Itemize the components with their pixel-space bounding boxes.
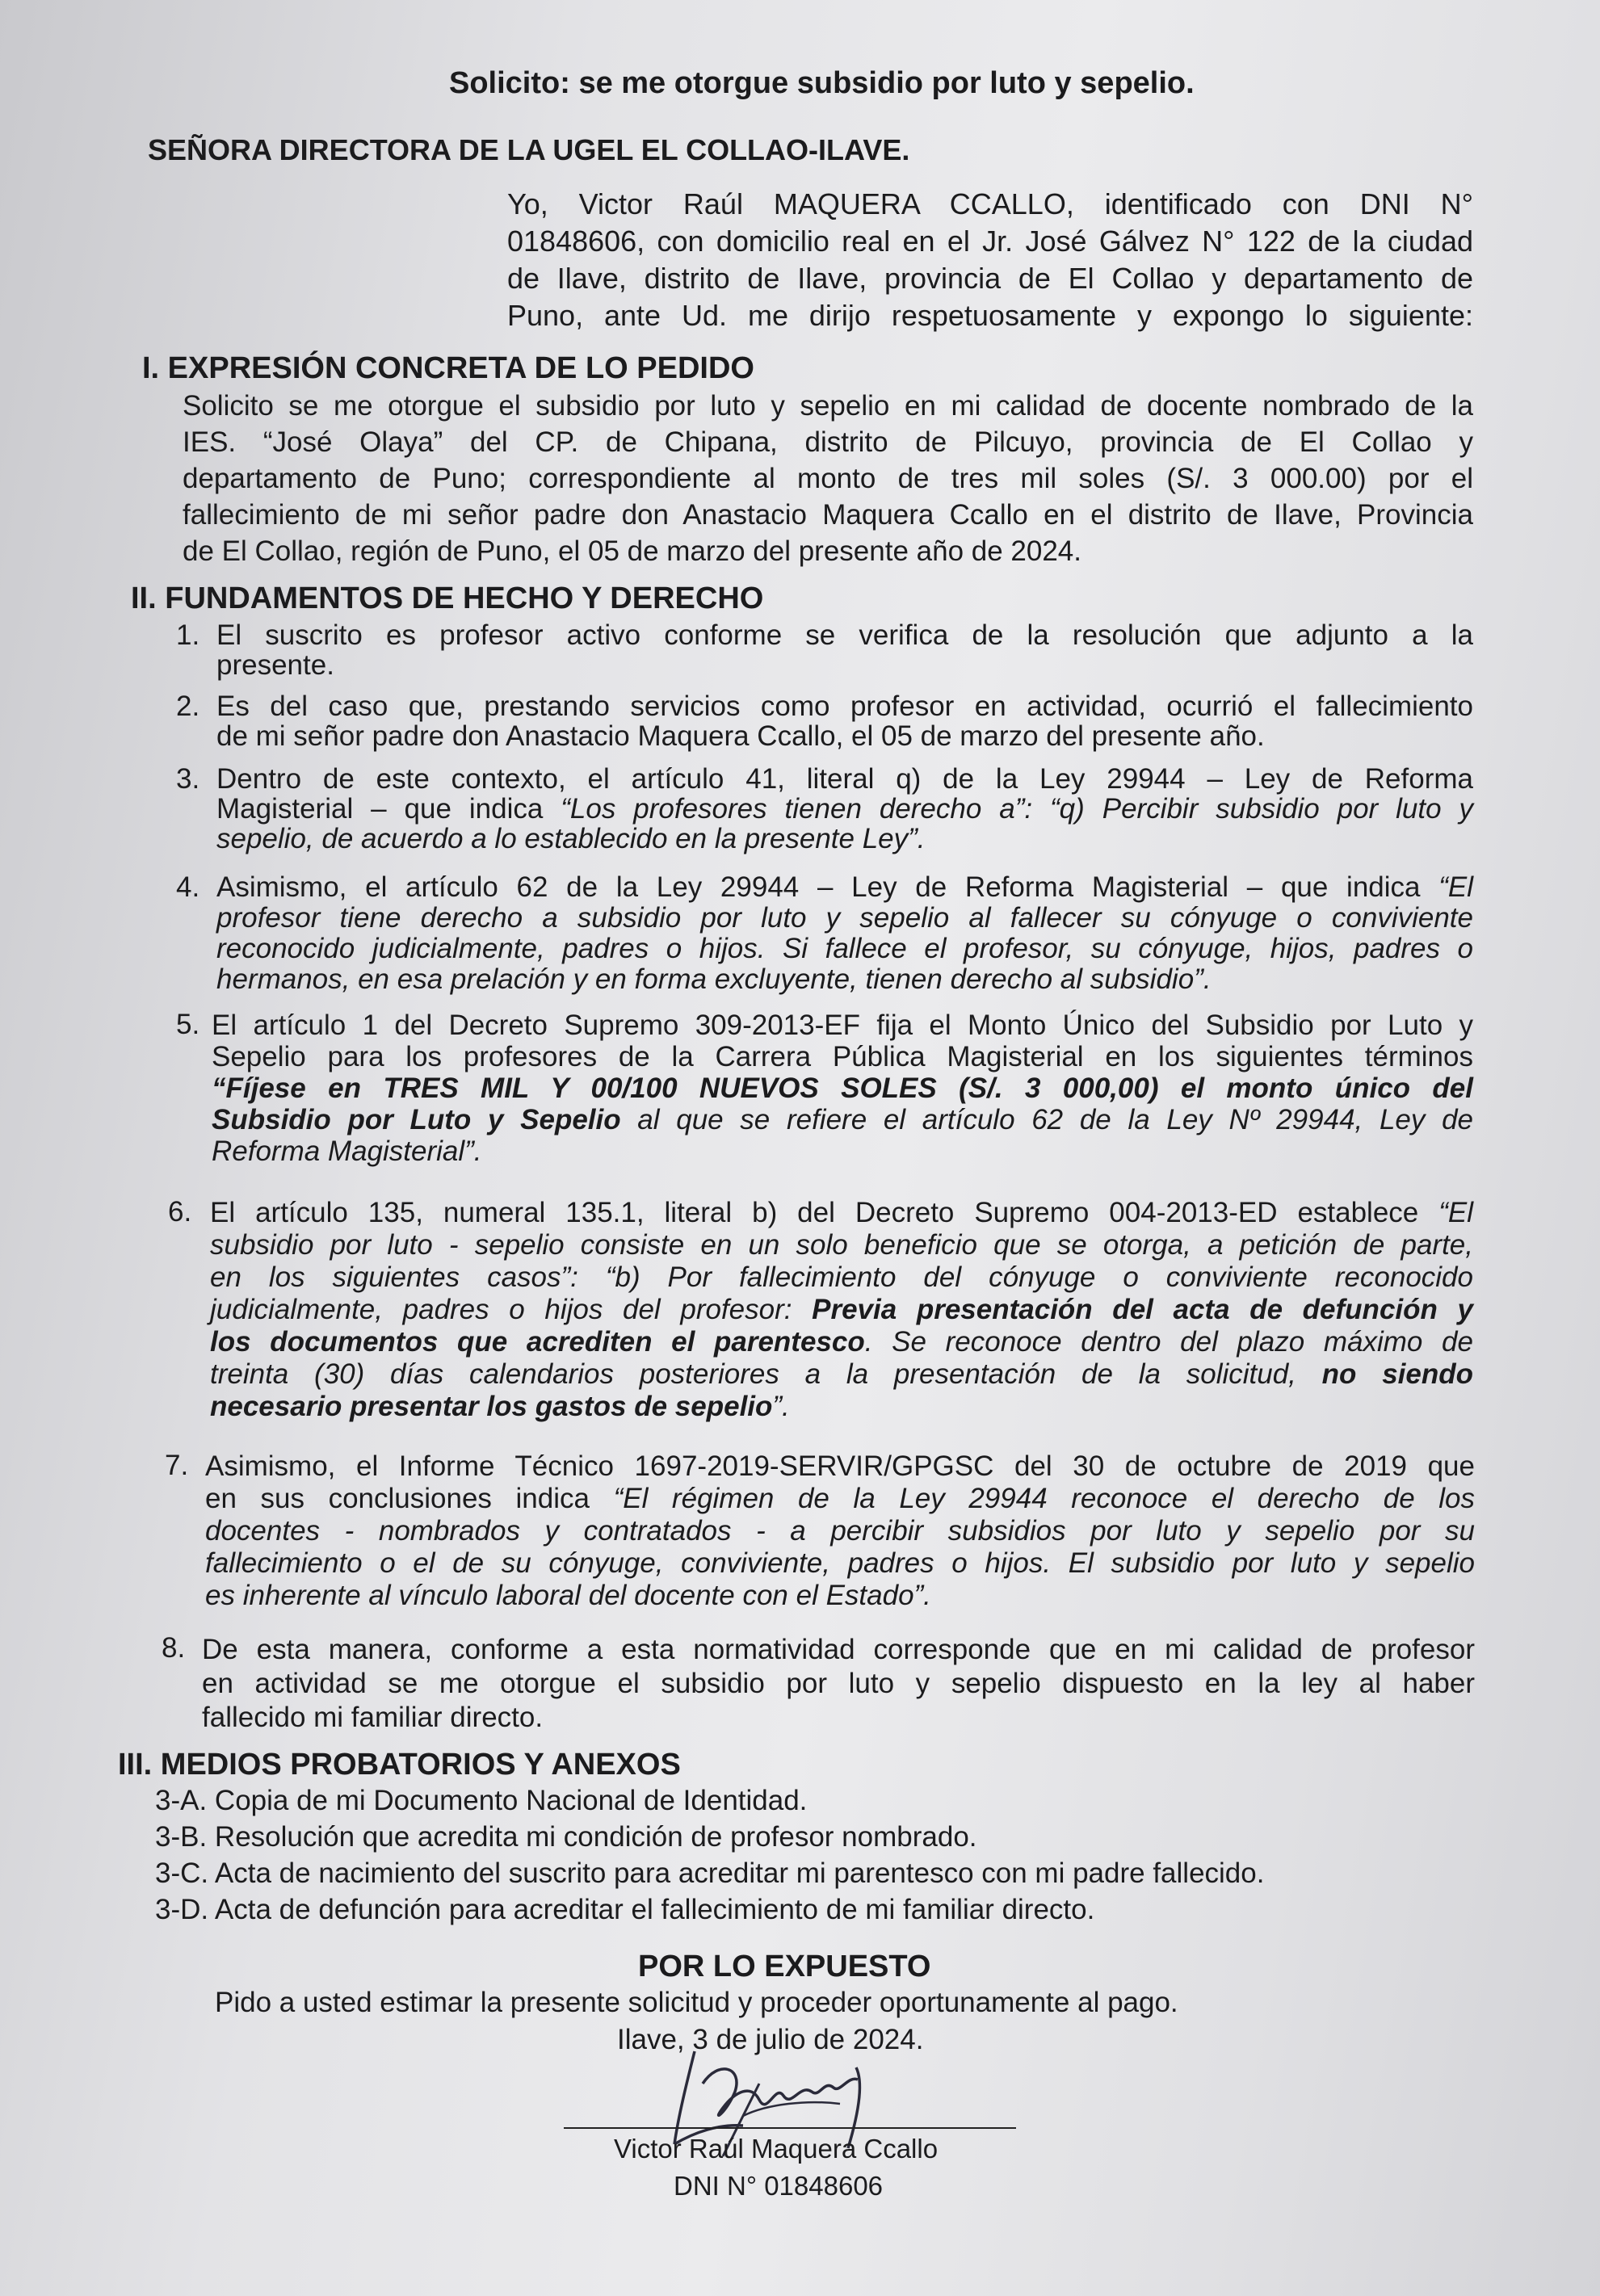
signature-line — [564, 2127, 1016, 2129]
section-1-line: departamento de Puno; correspondiente al monto de tres mil soles (S/. 3 000.00) por el — [183, 463, 1473, 494]
annex-item: 3-D. Acta de defunción para acreditar el fallecimiento de mi familiar directo. — [155, 1894, 1095, 1925]
item-number: 6. — [168, 1196, 192, 1228]
item-line: profesor tiene derecho a subsidio por luto y sepelio al fallecer su cónyuge o conviviente — [216, 902, 1473, 934]
intro-paragraph — [507, 186, 1473, 334]
annex-item: 3-C. Acta de nacimiento del suscrito para acreditar mi parentesco con mi padre fallecido. — [155, 1857, 1265, 1889]
item-number: 3. — [176, 763, 200, 795]
signer-name: Victor Raúl Maquera Ccallo — [614, 2134, 939, 2164]
item-line: de mi señor padre don Anastacio Maquera Ccallo, el 05 de marzo del presente año. — [216, 720, 1265, 752]
section-1-line: IES. “José Olaya” del CP. de Chipana, distrito de Pilcuyo, provincia de El Collao y — [183, 426, 1473, 458]
closing-request: Pido a usted estimar la presente solicitud y proceder oportunamente al pago. — [215, 1987, 1178, 2018]
item-line: Asimismo, el Informe Técnico 1697-2019-SERVIR/GPGSC del 30 de octubre de 2019 que — [205, 1450, 1475, 1482]
item-number: 4. — [176, 871, 200, 903]
intro-line: Puno, ante Ud. me dirijo respetuosamente y expongo lo siguiente: — [507, 299, 1473, 332]
section-1-line: Solicito se me otorgue el subsidio por luto y sepelio en mi calidad de docente nombrado de la — [183, 390, 1473, 422]
section-1-line: de El Collao, región de Puno, el 05 de marzo del presente año de 2024. — [183, 535, 1081, 567]
section-3-title: III. MEDIOS PROBATORIOS Y ANEXOS — [118, 1748, 681, 1782]
item-number: 1. — [176, 619, 200, 651]
item-line: en los siguientes casos”: “b) Por fallecimiento del cónyuge o conviviente reconocido — [210, 1261, 1473, 1293]
item-number: 5. — [176, 1009, 200, 1040]
item-line — [205, 1483, 1475, 1515]
quote-text: treinta (30) días calendarios posteriores a la presentación de la solicitud, — [210, 1358, 1322, 1390]
item-line: docentes - nombrados y contratados - a percibir subsidios por luto y sepelio por su — [205, 1515, 1475, 1547]
bold-quote-text: no siendo — [1321, 1358, 1473, 1390]
intro-line: Yo, Victor Raúl MAQUERA CCALLO, identificado con DNI N° — [507, 187, 1473, 220]
item-number: 2. — [176, 690, 200, 722]
quote-text: al que se refiere el artículo 62 de la Ley Nº 29944, Ley de — [620, 1104, 1473, 1135]
item-line: Es del caso que, prestando servicios como profesor en actividad, ocurrió el fallecimiento — [216, 690, 1473, 722]
item-line — [210, 1197, 1473, 1229]
signer-dni: DNI N° 01848606 — [674, 2171, 884, 2201]
item-line: El artículo 1 del Decreto Supremo 309-2013-EF fija el Monto Único del Subsidio por Luto y — [212, 1009, 1473, 1041]
quote-text: “El — [1438, 1197, 1473, 1228]
item-line: fallecido mi familiar directo. — [202, 1702, 544, 1733]
item-number: 8. — [162, 1632, 186, 1664]
quote-text: “El régimen de la Ley 29944 reconoce el derecho de los — [613, 1483, 1475, 1514]
quote-text: judicialmente, padres o hijos del profesor: — [210, 1294, 813, 1325]
item-line — [210, 1391, 1473, 1423]
item-text: El artículo 135, numeral 135.1, literal b) del Decreto Supremo 004-2013-ED establece — [210, 1197, 1439, 1228]
item-line: en actividad se me otorgue el subsidio por luto y sepelio dispuesto en la ley al haber — [202, 1668, 1475, 1699]
item-line: fallecimiento o el de su cónyuge, conviviente, padres o hijos. El subsidio por luto y sepelio — [205, 1547, 1475, 1579]
item-line: Dentro de este contexto, el artículo 41, literal q) de la Ley 29944 – Ley de Reforma — [216, 763, 1473, 795]
item-text: en sus conclusiones indica — [205, 1483, 614, 1514]
quote-text: “El — [1438, 871, 1473, 903]
item-line: “Fíjese en TRES MIL Y 00/100 NUEVOS SOLES (S/. 3 000,00) el monto único del — [212, 1072, 1473, 1104]
quote-text: ”. — [772, 1391, 790, 1422]
bold-quote-text: Subsidio por Luto y Sepelio — [212, 1104, 621, 1135]
item-line — [210, 1358, 1473, 1391]
item-line: Sepelio para los profesores de la Carrera Pública Magisterial en los siguientes términos — [212, 1041, 1473, 1072]
addressee: SEÑORA DIRECTORA DE LA UGEL EL COLLAO-ILAVE. — [148, 133, 910, 166]
item-line: es inherente al vínculo laboral del docente con el Estado”. — [205, 1580, 931, 1611]
intro-line: de Ilave, distrito de Ilave, provincia de El Collao y departamento de — [507, 262, 1473, 295]
item-line: De esta manera, conforme a esta normatividad corresponde que en mi calidad de profesor — [202, 1634, 1475, 1665]
place-date: Ilave, 3 de julio de 2024. — [617, 2024, 924, 2055]
item-line: sepelio, de acuerdo a lo establecido en la presente Ley”. — [216, 823, 926, 854]
item-line: reconocido judicialmente, padres o hijos. Si fallece el profesor, su cónyuge, hijos, padres o — [216, 933, 1473, 964]
quote-text: . Se reconoce dentro del plazo máximo de — [864, 1326, 1473, 1358]
document-subject: Solicito: se me otorgue subsidio por luto y sepelio. — [449, 66, 1195, 100]
item-line: Reforma Magisterial”. — [212, 1135, 482, 1167]
intro-line: 01848606, con domicilio real en el Jr. José Gálvez N° 122 de la ciudad — [507, 225, 1473, 258]
annex-item: 3-B. Resolución que acredita mi condición de profesor nombrado. — [155, 1821, 977, 1853]
item-line: El suscrito es profesor activo conforme se verifica de la resolución que adjunto a la — [216, 619, 1473, 651]
item-text: Asimismo, el artículo 62 de la Ley 29944 – Ley de Reforma Magisterial – que indica — [216, 871, 1439, 903]
quote-text: “Los profesores tienen derecho a”: “q) Percibir subsidio por luto y — [561, 793, 1473, 825]
item-line — [210, 1294, 1473, 1326]
bold-quote-text: Previa presentación del acta de defunción y — [812, 1294, 1473, 1325]
bold-quote-text: necesario presentar los gastos de sepelio — [210, 1391, 773, 1422]
item-line — [216, 872, 1473, 903]
bold-quote-text: los documentos que acrediten el parentesco — [210, 1326, 865, 1358]
item-line — [216, 794, 1473, 824]
annex-item: 3-A. Copia de mi Documento Nacional de Identidad. — [155, 1785, 808, 1816]
item-line: presente. — [216, 649, 334, 681]
item-line: hermanos, en esa prelación y en forma excluyente, tienen derecho al subsidio”. — [216, 963, 1212, 995]
item-line: subsidio por luto - sepelio consiste en un solo beneficio que se otorga, a petición de parte, — [210, 1229, 1473, 1261]
section-1-body — [183, 388, 1473, 569]
closing-heading: POR LO EXPUESTO — [638, 1950, 931, 1983]
item-line — [210, 1326, 1473, 1358]
item-text: Magisterial – que indica — [216, 793, 561, 825]
section-1-line: fallecimiento de mi señor padre don Anastacio Maquera Ccallo en el distrito de Ilave, Provincia — [183, 499, 1473, 531]
item-number: 7. — [165, 1450, 189, 1481]
item-line — [212, 1104, 1473, 1135]
section-2-title: II. FUNDAMENTOS DE HECHO Y DERECHO — [131, 581, 764, 615]
section-1-title: I. EXPRESIÓN CONCRETA DE LO PEDIDO — [142, 351, 754, 385]
